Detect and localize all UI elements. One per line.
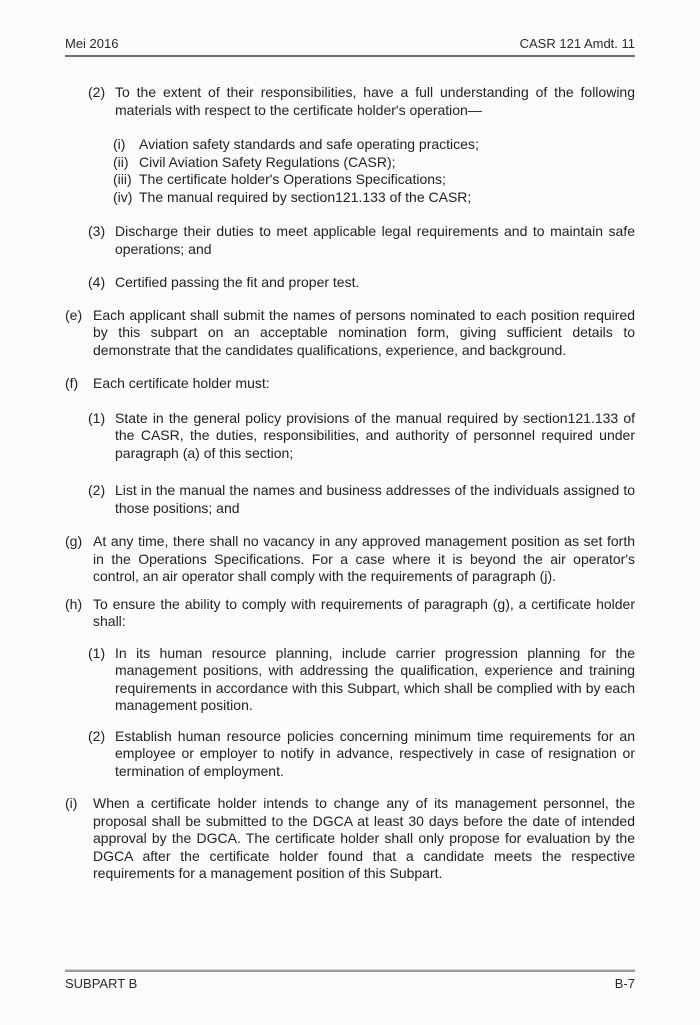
paragraph-4 bbox=[88, 274, 635, 292]
roman-list bbox=[65, 136, 635, 206]
paragraph-g bbox=[65, 533, 635, 586]
paragraph-h bbox=[65, 596, 635, 631]
paragraph-label: (h) bbox=[65, 595, 83, 612]
paragraph-text: When a certificate holder intends to change any of its management personnel, the proposal shall be submitted to the DGCA at least 30 days before the date of intended approval by the DGCA. The certificate holder shall only propose for evaluation by the DGCA after the certificate holder found that a candidate meets the respective requirements for a management position of this Subpart. bbox=[93, 795, 635, 881]
paragraph-label: (f) bbox=[65, 375, 79, 391]
list-item-label: (i) bbox=[113, 136, 126, 152]
list-item-label: (iii) bbox=[113, 171, 132, 187]
paragraph-text: Discharge their duties to meet applicable legal requirements and to maintain safe operations; and bbox=[115, 223, 635, 257]
paragraph-text: To the extent of their responsibilities, have a full understanding of the following materials with respect to the certificate holder's operation— bbox=[115, 84, 635, 118]
list-item-iv bbox=[113, 189, 635, 207]
paragraph-3 bbox=[88, 223, 635, 258]
list-item-label: (iv) bbox=[113, 188, 133, 205]
list-item-iii bbox=[113, 171, 635, 189]
list-item-text: Aviation safety standards and safe operating practices; bbox=[139, 136, 479, 152]
list-item-text: The certificate holder's Operations Specifications; bbox=[139, 171, 446, 187]
paragraph-text: In its human resource planning, include carrier progression planning for the management positions, with addressing the qualification, experience and training requirements in accordance with this Subpart, which shall be complied with by each management position. bbox=[115, 644, 635, 713]
paragraph-text: To ensure the ability to comply with requirements of paragraph (g), a certificate holder shall: bbox=[93, 595, 635, 629]
footer-page-number: B-7 bbox=[614, 976, 635, 991]
paragraph-f bbox=[65, 375, 635, 393]
paragraph-text: Establish human resource policies concerning minimum time requirements for an employee or employer to notify in advance, respectively in case of resignation or termination of employment. bbox=[115, 727, 635, 779]
document-body bbox=[65, 84, 635, 883]
paragraph-label: (3) bbox=[88, 223, 106, 239]
paragraph-label: (g) bbox=[65, 533, 83, 549]
paragraph-text: State in the general policy provisions of the manual required by section121.133 of the CASR, the duties, responsibilities, and authority of personnel required under paragraph (a) of this section; bbox=[115, 409, 635, 461]
paragraph-label: (2) bbox=[88, 727, 106, 744]
paragraph-label: (2) bbox=[88, 482, 106, 498]
paragraph-label: (1) bbox=[88, 409, 106, 426]
paragraph-f1 bbox=[88, 410, 635, 463]
paragraph-label: (1) bbox=[88, 644, 106, 661]
paragraph-label: (4) bbox=[88, 274, 106, 290]
paragraph-f2 bbox=[88, 482, 635, 517]
header-doc-reference: CASR 121 Amdt. 11 bbox=[519, 36, 635, 51]
paragraph-h2 bbox=[88, 728, 635, 781]
paragraph-e bbox=[65, 307, 635, 360]
footer-subpart: SUBPART B bbox=[65, 976, 138, 991]
list-item-i bbox=[113, 136, 635, 154]
paragraph-h1 bbox=[88, 645, 635, 715]
paragraph-label: (2) bbox=[88, 84, 106, 100]
header-date: Mei 2016 bbox=[65, 36, 119, 51]
paragraph-text: Each applicant shall submit the names of persons nominated to each position required by this subpart on an acceptable nomination form, giving sufficient details to demonstrate that the candidates qualifications, experience, and background. bbox=[93, 306, 635, 358]
list-item-text: The manual required by section121.133 of the CASR; bbox=[139, 188, 472, 205]
list-item-text: Civil Aviation Safety Regulations (CASR); bbox=[139, 153, 396, 170]
paragraph-2 bbox=[88, 84, 635, 119]
page-footer bbox=[65, 969, 635, 991]
paragraph-text: List in the manual the names and business addresses of the individuals assigned to those positions; and bbox=[115, 482, 635, 516]
list-item-label: (ii) bbox=[113, 153, 129, 170]
paragraph-text: At any time, there shall no vacancy in any approved management position as set forth in the Operations Specifications. For a case where it is beyond the air operator's control, an air operator shall comply with the requirements of paragraph (j). bbox=[93, 533, 635, 584]
list-item-ii bbox=[113, 154, 635, 172]
paragraph-text: Certified passing the fit and proper test. bbox=[115, 274, 360, 290]
paragraph-i bbox=[65, 795, 635, 883]
page-header bbox=[65, 36, 635, 57]
footer-divider bbox=[65, 969, 635, 972]
paragraph-label: (e) bbox=[65, 306, 83, 323]
paragraph-label: (i) bbox=[65, 795, 78, 811]
paragraph-text: Each certificate holder must: bbox=[93, 375, 270, 391]
